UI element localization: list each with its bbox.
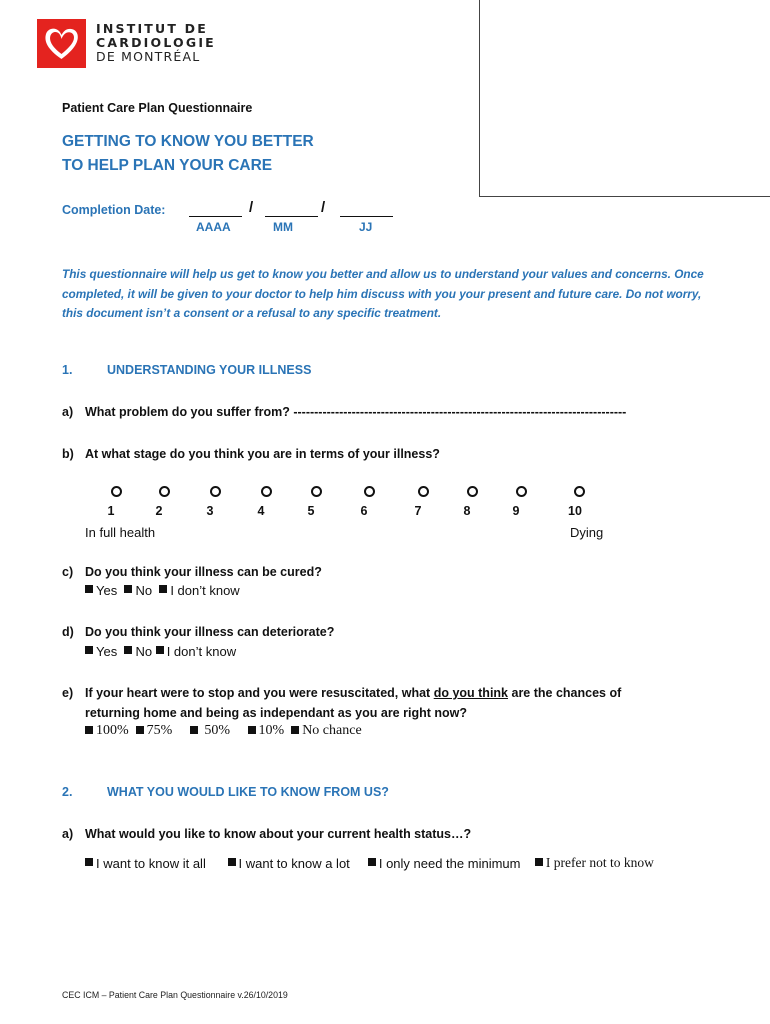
checkbox-yes[interactable] — [85, 583, 117, 598]
checkbox-no[interactable] — [124, 644, 152, 659]
heart-icon — [37, 19, 86, 68]
question-text: Do you think your illness can deteriorate? — [85, 625, 335, 639]
day-field[interactable] — [340, 216, 393, 217]
scale-number: 1 — [107, 504, 115, 518]
day-label: JJ — [359, 220, 373, 234]
question-2a — [62, 824, 471, 844]
title-line2: TO HELP PLAN YOUR CARE — [62, 157, 273, 174]
scale-number: 2 — [155, 504, 163, 518]
checkbox-icon — [136, 726, 144, 734]
page-footer: CEC ICM – Patient Care Plan Questionnaire v.26/10/2019 — [62, 990, 288, 1000]
document-title — [62, 130, 314, 178]
logo-line1: INSTITUT DE — [96, 21, 208, 36]
scale-radio-3[interactable] — [210, 486, 221, 497]
option-label: No chance — [302, 723, 362, 738]
scale-number: 8 — [463, 504, 471, 518]
checkbox-icon — [85, 585, 93, 593]
checkbox-icon — [190, 726, 198, 734]
completion-date-label: Completion Date: — [62, 203, 166, 217]
checkbox-icon — [159, 585, 167, 593]
checkbox-know-all[interactable] — [85, 856, 206, 871]
section1-title: UNDERSTANDING YOUR ILLNESS — [107, 363, 312, 377]
question-1c — [62, 562, 322, 582]
options-1d — [85, 643, 236, 659]
checkbox-50[interactable] — [190, 723, 230, 739]
options-2a — [85, 855, 654, 871]
question-letter: a) — [62, 827, 74, 841]
checkbox-icon — [291, 726, 299, 734]
question-text — [85, 683, 621, 723]
checkbox-no[interactable] — [124, 583, 152, 598]
question-text-part: If your heart were to stop and you were resuscitated, what — [85, 686, 434, 700]
checkbox-icon — [535, 858, 543, 866]
month-field[interactable] — [265, 216, 318, 217]
logo-line3: DE MONTRÉAL — [96, 49, 201, 64]
option-label: I don’t know — [170, 582, 240, 598]
question-1b — [62, 444, 440, 464]
option-label: Yes — [96, 643, 118, 659]
question-text: Do you think your illness can be cured? — [85, 565, 322, 579]
scale-number: 7 — [414, 504, 422, 518]
option-label: I don’t know — [166, 643, 237, 659]
scale-radio-10[interactable] — [574, 486, 585, 497]
month-label: MM — [273, 220, 293, 234]
checkbox-100[interactable] — [85, 723, 129, 739]
checkbox-icon — [248, 726, 256, 734]
checkbox-icon — [85, 858, 93, 866]
question-1d — [62, 622, 334, 642]
option-label: I want to know a lot — [238, 855, 350, 871]
checkbox-icon — [124, 646, 132, 654]
checkbox-dont-know[interactable] — [156, 644, 236, 659]
option-label: Yes — [96, 582, 118, 598]
checkbox-icon — [85, 726, 93, 734]
question-letter: e) — [62, 686, 74, 700]
option-label: 10% — [258, 723, 285, 738]
date-separator: / — [321, 199, 326, 216]
section2-number: 2. — [62, 785, 73, 799]
question-letter: d) — [62, 625, 74, 639]
section1-number: 1. — [62, 363, 73, 377]
option-label: I want to know it all — [96, 855, 206, 871]
logo-line2: CARDIOLOGIE — [96, 35, 216, 50]
options-1e — [85, 723, 362, 740]
question-1e — [62, 683, 621, 723]
scale-radio-2[interactable] — [159, 486, 170, 497]
scale-number: 3 — [206, 504, 214, 518]
question-letter: c) — [62, 565, 74, 579]
section2-title: WHAT YOU WOULD LIKE TO KNOW FROM US? — [107, 785, 389, 799]
question-text-part: are the chances of — [508, 686, 622, 700]
checkbox-10[interactable] — [248, 723, 285, 739]
scale-number: 6 — [360, 504, 368, 518]
option-label: No — [135, 643, 153, 659]
checkbox-dont-know[interactable] — [159, 583, 239, 598]
scale-number: 10 — [568, 504, 582, 518]
intro-paragraph: This questionnaire will help us get to know you better and allow us to understand your values and concerns. Once completed, it will be given to your doctor to help him discuss with you your present and future care. Do not worry, this document isn’t a consent or a refusal to any specific treatment. — [62, 267, 704, 320]
options-1c — [85, 582, 240, 598]
checkbox-75[interactable] — [136, 723, 173, 739]
date-separator: / — [249, 199, 254, 216]
scale-number: 9 — [512, 504, 520, 518]
scale-radio-1[interactable] — [111, 486, 122, 497]
checkbox-icon — [228, 858, 236, 866]
scale-radio-8[interactable] — [467, 486, 478, 497]
option-label: 100% — [96, 723, 129, 738]
question-text: What would you like to know about your current health status…? — [85, 827, 472, 841]
scale-radio-4[interactable] — [261, 486, 272, 497]
option-label: I prefer not to know — [545, 855, 654, 870]
question-text-emphasis: do you think — [433, 686, 509, 700]
logo-wordmark — [96, 22, 216, 64]
checkbox-minimum[interactable] — [368, 856, 521, 871]
checkbox-icon — [85, 646, 93, 654]
checkbox-icon — [156, 646, 164, 654]
option-label: I only need the minimum — [378, 855, 521, 871]
question-text: What problem do you suffer from? -------------------------------------------------------------------------------- — [85, 405, 627, 419]
checkbox-icon — [368, 858, 376, 866]
option-label: 75% — [146, 723, 173, 738]
question-text: At what stage do you think you are in terms of your illness? — [85, 447, 440, 461]
scale-radio-7[interactable] — [418, 486, 429, 497]
question-letter: b) — [62, 447, 74, 461]
scale-radio-6[interactable] — [364, 486, 375, 497]
year-label: AAAA — [196, 220, 231, 234]
scale-radio-5[interactable] — [311, 486, 322, 497]
scale-radio-9[interactable] — [516, 486, 527, 497]
checkbox-yes[interactable] — [85, 644, 117, 659]
logo-heart-icon — [37, 19, 86, 68]
checkbox-no-chance[interactable] — [291, 723, 361, 739]
document-subtitle: Patient Care Plan Questionnaire — [62, 101, 253, 115]
scale-number: 5 — [307, 504, 315, 518]
question-1a — [62, 402, 626, 422]
question-letter: a) — [62, 405, 74, 419]
option-label: No — [135, 582, 153, 598]
title-line1: GETTING TO KNOW YOU BETTER — [62, 133, 314, 150]
scale-number: 4 — [257, 504, 265, 518]
checkbox-icon — [124, 585, 132, 593]
scale-low-label: In full health — [85, 525, 156, 540]
scale-high-label: Dying — [570, 525, 604, 540]
year-field[interactable] — [189, 216, 242, 217]
option-label: 50% — [204, 723, 231, 738]
checkbox-prefer-not[interactable] — [535, 855, 654, 871]
patient-label-box — [479, 0, 770, 197]
checkbox-know-a-lot[interactable] — [228, 856, 350, 871]
question-text-line2: returning home and being as independant as you are right now? — [85, 706, 467, 720]
